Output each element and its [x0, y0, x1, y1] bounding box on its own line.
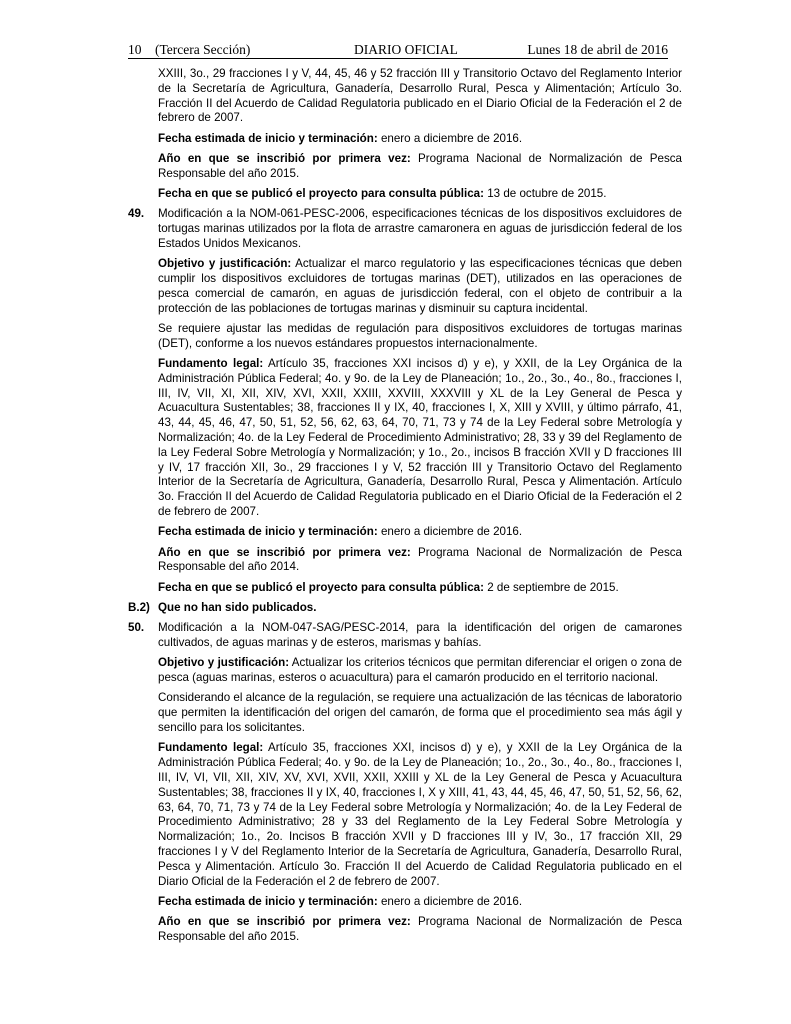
objetivo-text: Actualizar los criterios técnicos que permitan diferenciar el origen o zona de pesca (aguas marinas, esteros o acuacultura) para el camarón producido en el territorio nacional. [158, 656, 683, 685]
anio-inscripcion-label: Año en que se inscribió por primera vez: [158, 151, 411, 165]
fecha-inicio-value: enero a diciembre de 2016. [377, 525, 523, 539]
anio-inscripcion-value: Programa Nacional de Normalización de Pesca Responsable del año 2015. [158, 151, 682, 180]
item-50 [128, 621, 682, 651]
anio-inscripcion-line [158, 152, 682, 182]
section-b2-heading [128, 601, 682, 616]
objetivo-label: Objetivo y justificación: [158, 656, 290, 670]
anio-inscripcion-value: Programa Nacional de Normalización de Pesca Responsable del año 2014. [158, 545, 682, 574]
fecha-publicacion-label: Fecha en que se publicó el proyecto para consulta pública: [158, 187, 484, 201]
fecha-inicio-label: Fecha estimada de inicio y terminación: [158, 131, 378, 145]
section-number: B.2) [128, 601, 150, 614]
fecha-inicio-label: Fecha estimada de inicio y terminación: [158, 525, 378, 539]
fundamento-text: Artículo 35, fracciones XXI, incisos d) y e), y XXII de la Ley Orgánica de la Administración Pública Federal; 4o. y 9o. de la Ley de Planeación; 1o., 2o., 3o., 4o., 8o., fracciones I, III, IV, VI, VII, XII, XIV, XV, XVI, XVII, XXII, XXIII y XL de la Ley General de Pesca y Acuacultura Sustentables; 38, fracciones II y IX, 40, fracciones I, X y XIII, 41, 43, 44, 45, 46, 47, 50, 51, 52, 56, 62, 63, 64, 70, 71, 73 y 74 de la Ley Federal sobre Metrología y Normalización; 4o. de la Ley Federal de Procedimiento Administrativo; 28 y 33 del Reglamento de la Ley Federal Sobre Metrología y Normalización; 1o., 2o. Incisos B fracción XVII y D fracciones III y IV, 3o., 17 fracción XII, 29 fracciones I y V del Reglamento Interior de la Secretaría de Agricultura, Ganadería, Desarrollo Rural, Pesca y Alimentación. Artículo 3o. Fracción II del Acuerdo de Calidad Regulatoria publicado en el Diario Oficial de la Federación el 2 de febrero de 2007. [158, 741, 682, 888]
item-title: Modificación a la NOM-061-PESC-2006, especificaciones técnicas de los dispositivos excluidores de tortugas marinas utilizados por la flota de arrastre camaronera en aguas de jurisdicción federal de los Estados Unidos Mexicanos. [158, 207, 682, 250]
item-49 [128, 207, 682, 251]
anio-inscripcion-line [158, 546, 682, 576]
fecha-inicio-value: enero a diciembre de 2016. [377, 894, 523, 908]
fundamento-text: Artículo 35, fracciones XXI incisos d) y e), y XXII, de la Ley Orgánica de la Administración Pública Federal; 4o. y 9o. de la Ley de Planeación; 1o., 2o., 3o., 4o., 8o., fracciones I, III, IV, VII, XI, XII, XIV, XVI, XXII, XXIII, XXVIII, XXXVIII y XL de la Ley General de Pesca y Acuacultura Sustentables; 38, fracciones II y IX, 40, fracciones I, X, XIII y XVIII, y último párrafo, 41, 43, 44, 45, 46, 47, 50, 51, 52, 56, 62, 63, 64, 70, 71, 73 y 74 de la Ley Federal sobre Metrología y Normalización; 4o. de la Ley Federal de Procedimiento Administrativo; 28, 33 y 39 del Reglamento de la Ley Federal Sobre Metrología y Normalización; y 1o., 2o., incisos B fracción XVII y D fracciones III y IV, 17 fracción XII, 3o., 29 fracciones I y V, 52 fracción III y Transitorio Octavo del Reglamento Interior de la Secretaría de Agricultura, Ganadería, Desarrollo Rural, Pesca y Alimentación. Artículo 3o. Fracción II del Acuerdo de Calidad Regulatoria publicado en el Diario Oficial de la Federación el 2 de febrero de 2007. [158, 357, 682, 519]
fecha-publicacion-value: 13 de octubre de 2015. [484, 187, 607, 201]
anio-inscripcion-label: Año en que se inscribió por primera vez: [158, 545, 411, 559]
objetivo-paragraph [158, 656, 682, 686]
document-body [128, 67, 682, 950]
page-number: 10 [128, 42, 142, 57]
objetivo-text: Actualizar el marco regulatorio y las especificaciones técnicas que deben cumplir los dispositivos excluidores de tortugas marinas (DET), utilizados en las operaciones de pesca comercial de camarón, en aguas de jurisdicción federal, con el objeto de contribuir a la protección de las poblaciones de tortugas marinas y disminuir su captura incidental. [158, 257, 682, 315]
fecha-inicio-line [158, 132, 682, 147]
publication-name: DIARIO OFICIAL [354, 42, 458, 57]
item-number: 50. [128, 621, 145, 635]
section-label: (Tercera Sección) [155, 42, 251, 57]
fundamento-paragraph [158, 741, 682, 889]
fecha-publicacion-line [158, 187, 682, 202]
fecha-inicio-line [158, 895, 682, 910]
header-page-section [128, 42, 250, 58]
considerando-paragraph: Considerando el alcance de la regulación, se requiere una actualización de las técnicas de laboratorio que permiten la identificación del origen del camarón, de forma que el procedimiento sea más ágil y sencillo para los solicitantes. [158, 691, 682, 735]
item-number: 49. [128, 207, 145, 221]
item-title: Modificación a la NOM-047-SAG/PESC-2014, para la identificación del origen de camarones cultivados, de aguas marinas y de esteros, marismas y bahías. [158, 621, 682, 650]
header-divider [128, 58, 668, 59]
ajuste-paragraph: Se requiere ajustar las medidas de regulación para dispositivos excluidores de tortugas marinas (DET), conforme a los nuevos estándares propuestos internacionalmente. [158, 321, 682, 350]
fecha-publicacion-line [158, 581, 682, 596]
anio-inscripcion-label: Año en que se inscribió por primera vez: [158, 915, 411, 929]
fundamento-label: Fundamento legal: [158, 741, 264, 755]
fecha-inicio-value: enero a diciembre de 2016. [377, 131, 523, 145]
fecha-publicacion-label: Fecha en que se publicó el proyecto para consulta pública: [158, 580, 484, 594]
fecha-publicacion-value: 2 de septiembre de 2015. [484, 580, 619, 594]
section-title: Que no han sido publicados. [158, 601, 317, 614]
objetivo-paragraph [158, 257, 682, 316]
page-header [128, 40, 668, 60]
fundamento-paragraph [158, 357, 682, 520]
anio-inscripcion-line [158, 915, 682, 945]
publication-date: Lunes 18 de abril de 2016 [527, 42, 668, 57]
fecha-inicio-line [158, 525, 682, 540]
anio-inscripcion-value: Programa Nacional de Normalización de Pesca Responsable del año 2015. [158, 915, 682, 943]
objetivo-label: Objetivo y justificación: [158, 257, 292, 271]
continuation-paragraph: XXIII, 3o., 29 fracciones I y V, 44, 45, 46 y 52 fracción III y Transitorio Octavo del Reglamento Interior de la Secretaría de Agricultura, Ganadería, Desarrollo Rural, Pesca y Alimentación; Artículo 3o. Fracción II del Acuerdo de Calidad Regulatoria publicado en el Diario Oficial de la Federación el 2 de febrero de 2007. [158, 67, 682, 125]
fundamento-label: Fundamento legal: [158, 357, 264, 371]
fecha-inicio-label: Fecha estimada de inicio y terminación: [158, 894, 378, 908]
